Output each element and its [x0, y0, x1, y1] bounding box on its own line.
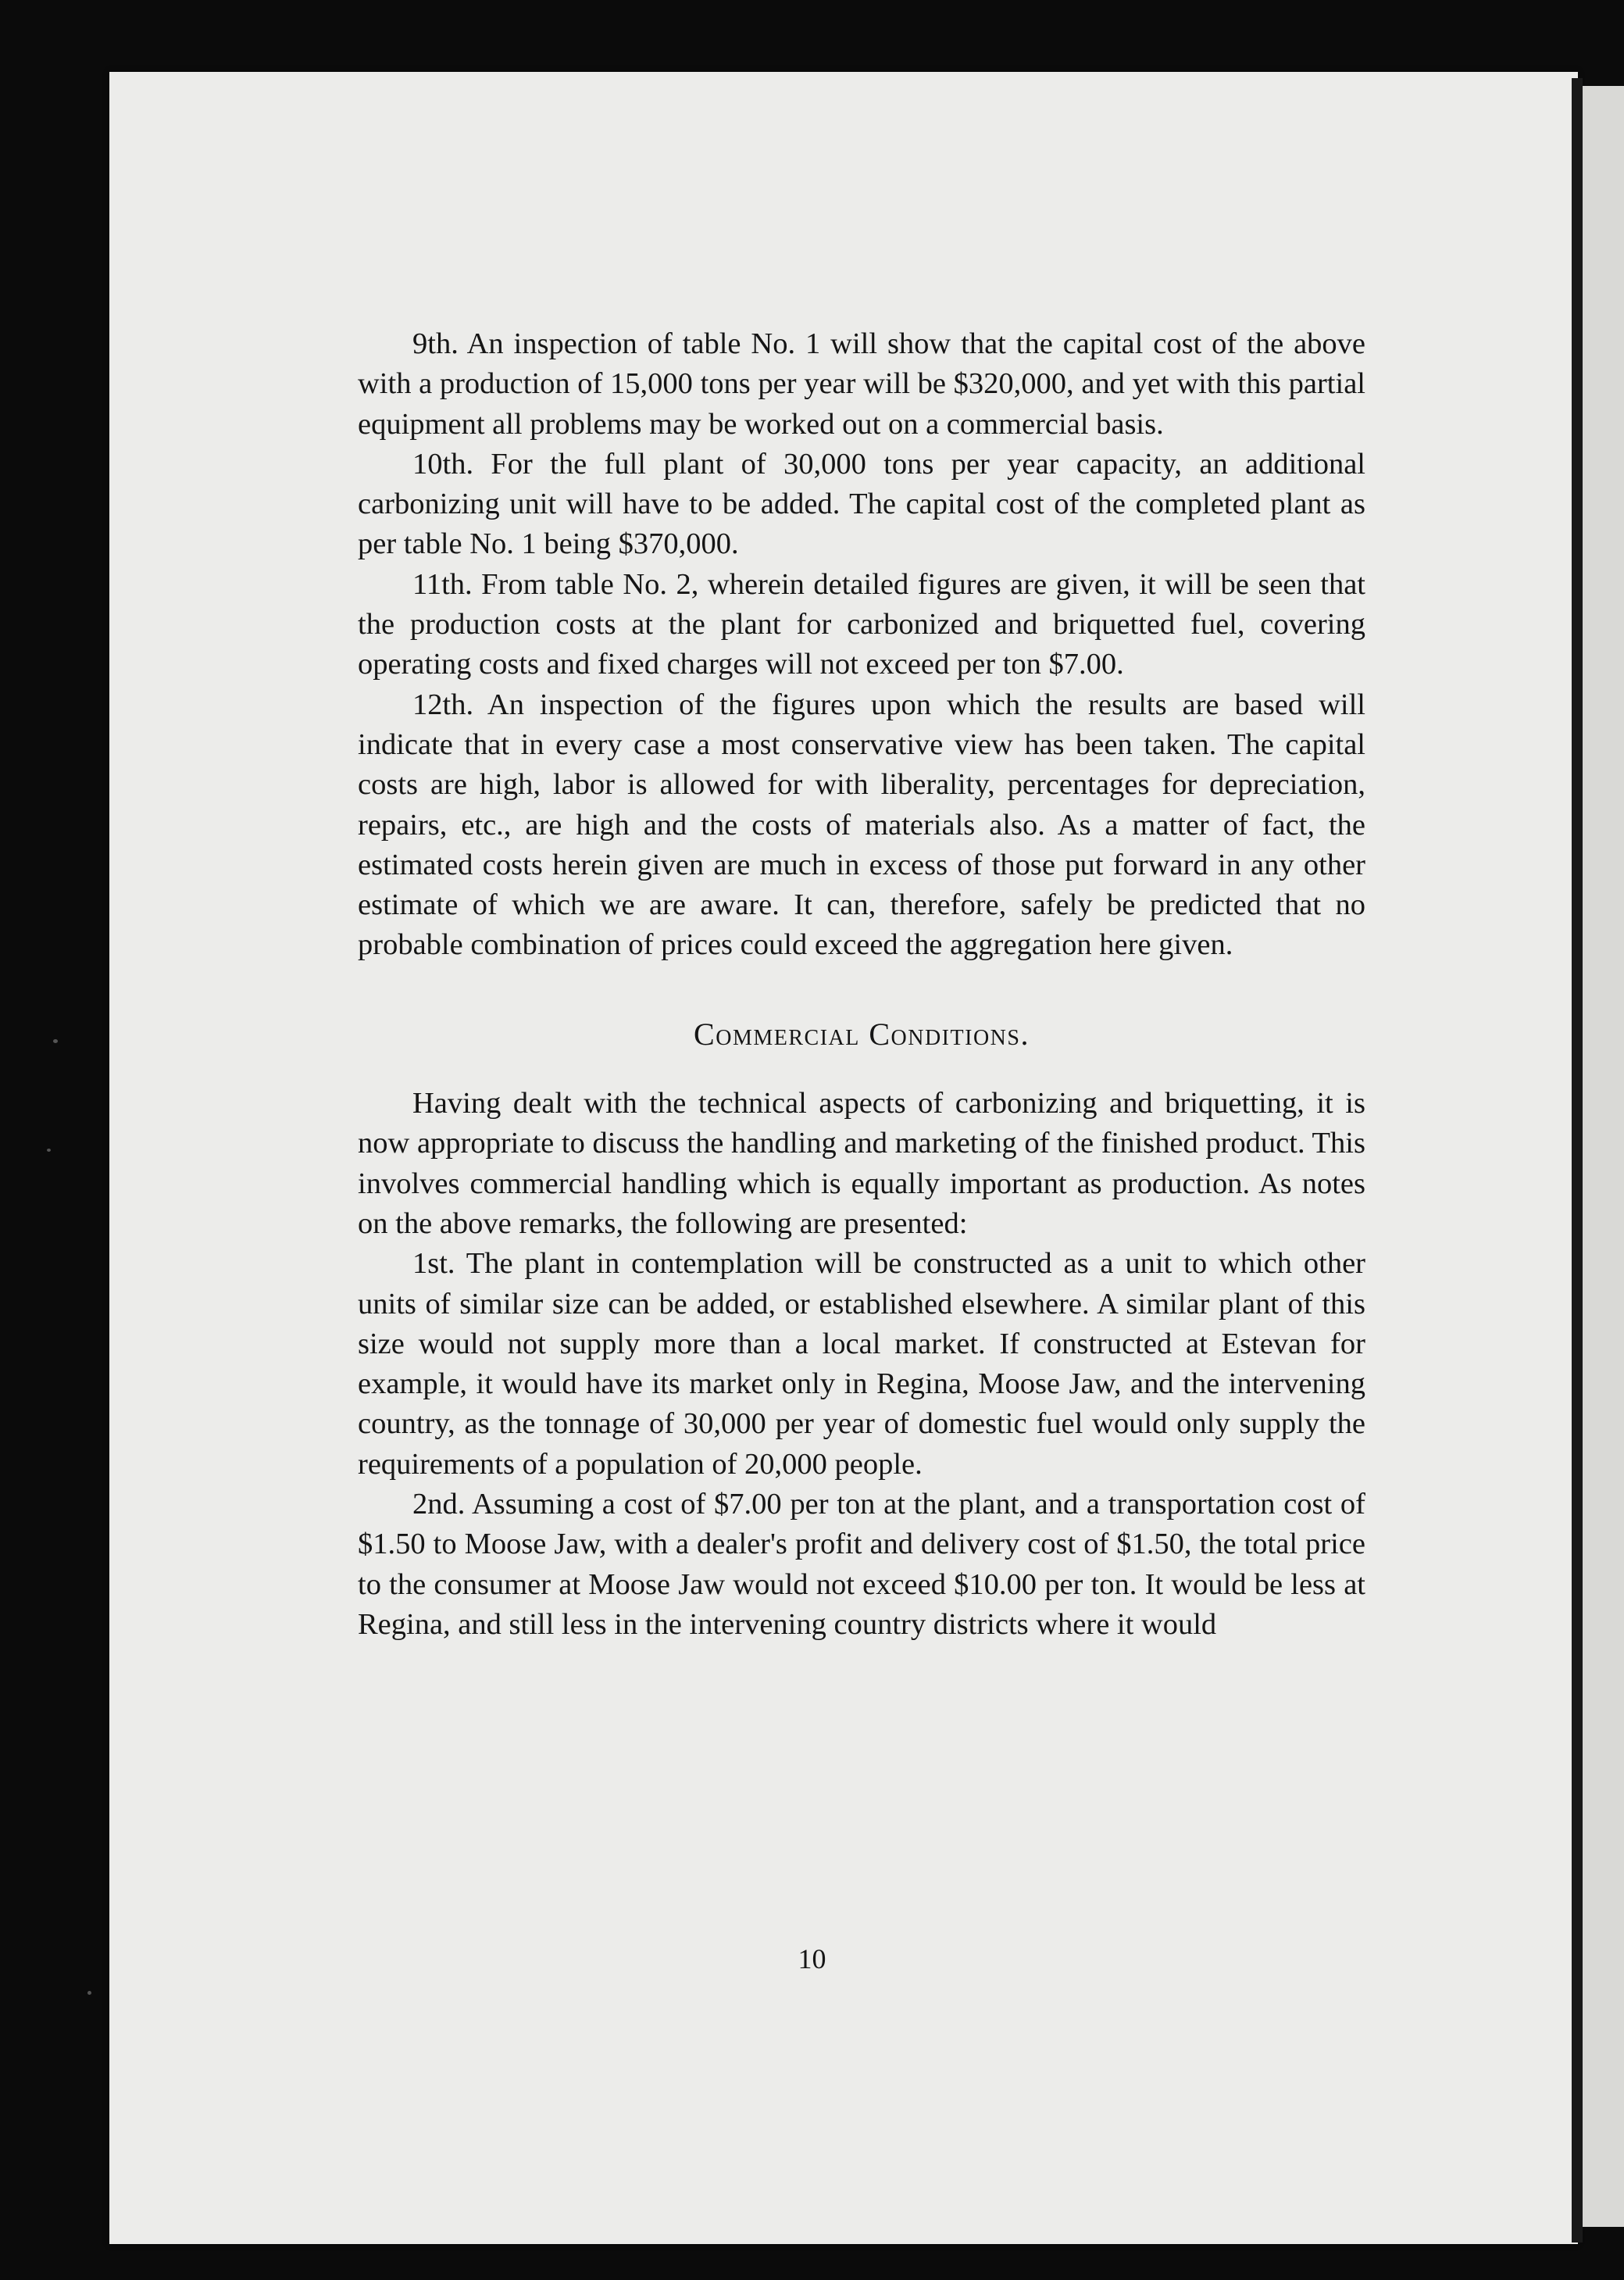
page-gutter-shadow	[1572, 78, 1583, 2242]
document-body	[358, 324, 1365, 1645]
page-number: 10	[798, 1943, 826, 1974]
paragraph-9th: 9th. An inspection of table No. 1 will show that the capital cost of the above with a production of 15,000 tons per year will be $320,000, and yet with this partial equipment all problems may be worked out on a commercial basis.	[358, 327, 1365, 441]
paragraph-12th: 12th. An inspection of the figures upon which the results are based will indicate that in every case a most conservative view has been taken. The capital costs are high, labor is allowed for with liberality, percentages for depreciation, repairs, etc., are high and the costs of materials also. As a matter of fact, the estimated costs herein given are much in excess of those put forward in any other estimate of which we are aware. It can, therefore, safely be predicted that no probable combination of prices could exceed the aggregation here given.	[358, 688, 1365, 962]
paragraph-2nd: 2nd. Assuming a cost of $7.00 per ton at the plant, and a transportation cost of $1.50 to Moose Jaw, with a dealer's profit and delivery cost of $1.50, the total price to the consumer at Moose Jaw would not exceed $10.00 per ton. It would be less at Regina, and still less in the intervening country districts where it would	[358, 1488, 1365, 1641]
adjacent-page-edge	[1578, 86, 1624, 2227]
scan-speck	[47, 1149, 51, 1152]
paragraph-10th: 10th. For the full plant of 30,000 tons per year capacity, an additional carbonizing unit will have to be added. The capital cost of the completed plant as per table No. 1 being $370,000.	[358, 447, 1365, 561]
paragraph-11th: 11th. From table No. 2, wherein detailed figures are given, it will be seen that the production costs at the plant for carbonized and briquetted fuel, covering operating costs and fixed charges will not exceed per ton $7.00.	[358, 567, 1365, 681]
paragraph-intro: Having dealt with the technical aspects of carbonizing and briquetting, it is now appropriate to discuss the handling and marketing of the finished product. This involves commercial handling which is equally important as production. As notes on the above remarks, the following are presented:	[358, 1087, 1365, 1240]
paragraph-1st: 1st. The plant in contemplation will be constructed as a unit to which other units of similar size can be added, or established elsewhere. A similar plant of this size would not supply more than a local market. If constructed at Estevan for example, it would have its market only in Regina, Moose Jaw, and the intervening country, as the tonnage of 30,000 per year of domestic fuel would only supply the requirements of a population of 20,000 people.	[358, 1247, 1365, 1481]
scan-speck	[87, 1991, 91, 1995]
section-heading: Commercial Conditions.	[694, 1016, 1030, 1052]
scan-speck	[53, 1039, 58, 1043]
